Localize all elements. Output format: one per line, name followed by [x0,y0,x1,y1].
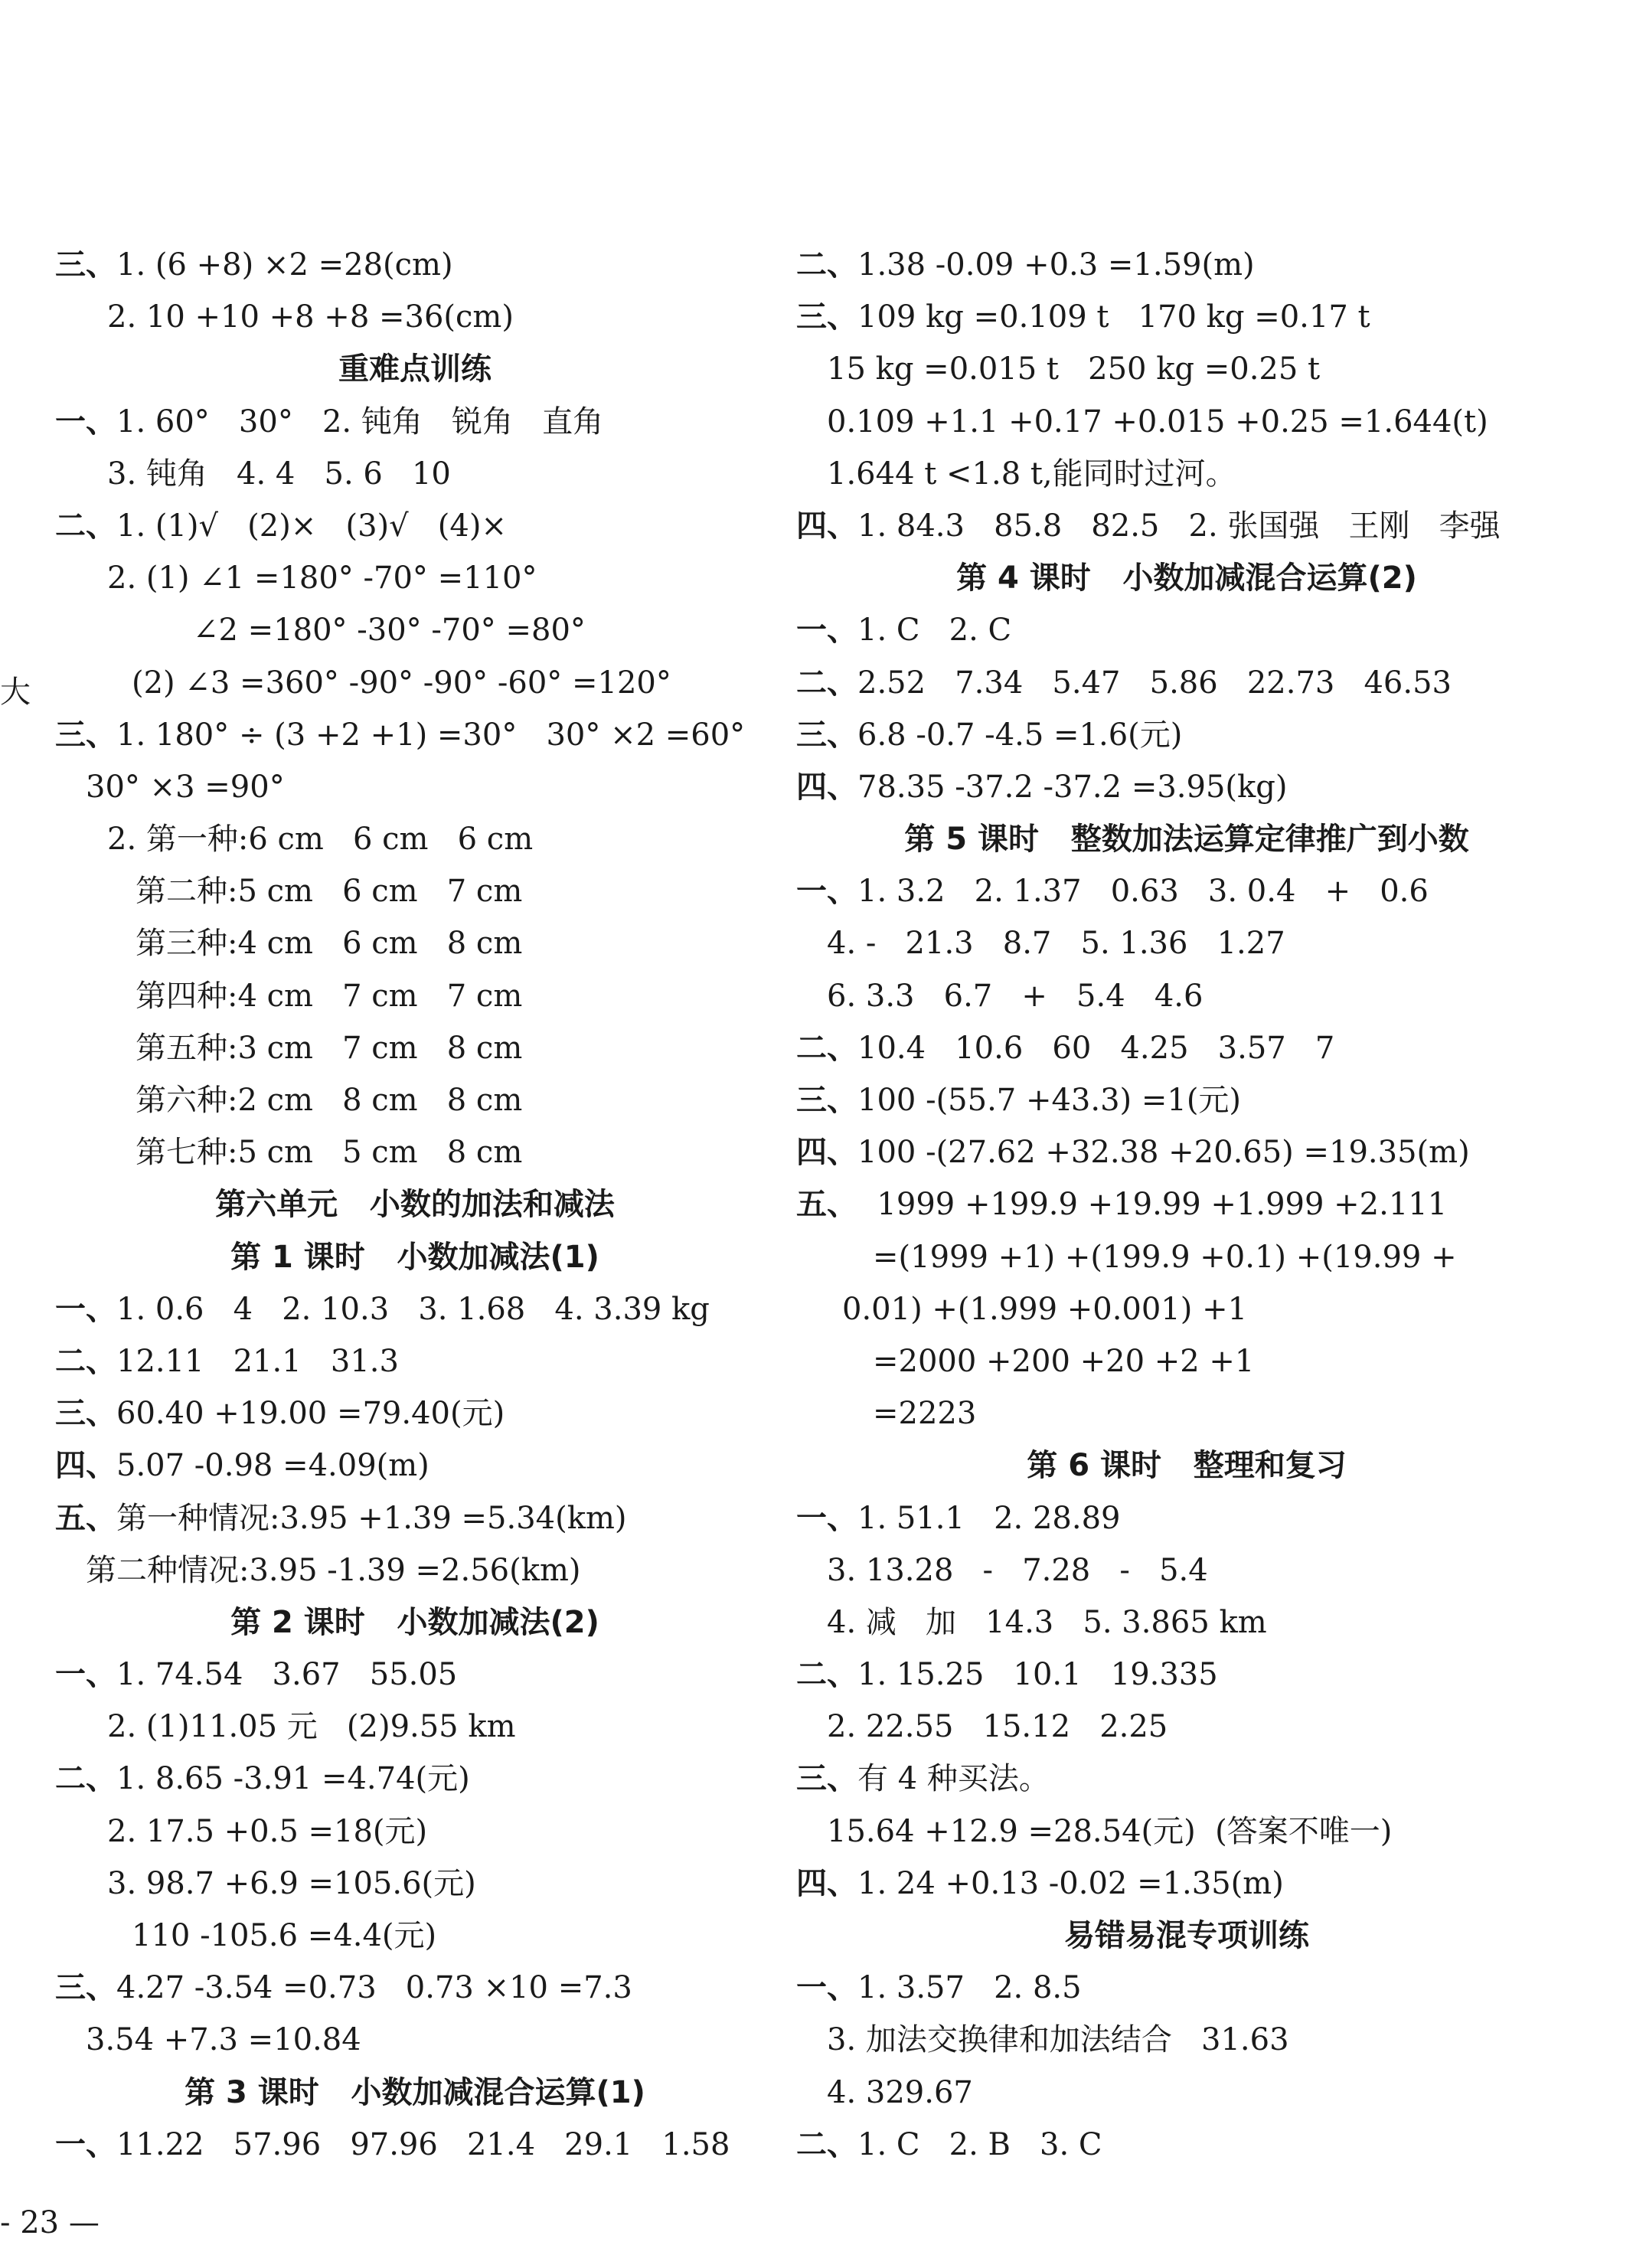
answer-text: 3. 98.7 +6.9 =105.6(元) [107,1865,476,1901]
answer-text: 第二种:5 cm 6 cm 7 cm [136,874,523,910]
left-answer-line [55,1649,775,1701]
answer-text: 1. 180° ÷ (3 +2 +1) =30° 30° ×2 =60° [116,717,746,753]
question-section-marker: 一、 [55,404,116,440]
question-section-marker: 三、 [796,1761,857,1797]
right-answer-line [796,1178,1577,1230]
answer-text: 4. - 21.3 8.7 5. 1.36 1.27 [827,926,1285,962]
margin-fragment: 大 [0,675,31,710]
answer-text: 3. 13.28 - 7.28 - 5.4 [827,1552,1208,1588]
question-section-marker: 四、 [796,1135,857,1171]
answer-text: 1. 60° 30° 2. 钝角 锐角 直角 [116,404,604,440]
right-answer-line [796,865,1577,917]
right-answer-column [796,239,1577,2171]
answer-text: 6. 3.3 6.7 + 5.4 4.6 [827,978,1204,1014]
right-answer-line [796,396,1577,448]
right-answer-line [796,1753,1577,1805]
right-answer-line [796,1544,1577,1596]
left-answer-line [55,1492,775,1544]
answer-text: =2223 [873,1396,977,1432]
answer-text: 3.54 +7.3 =10.84 [86,2022,361,2058]
left-answer-line [55,657,775,709]
answer-text: 3. 加法交换律和加法结合 31.63 [827,2022,1289,2058]
question-section-marker: 三、 [796,717,857,753]
right-answer-line [796,1806,1577,1858]
answer-text: 1. 51.1 2. 28.89 [857,1500,1121,1536]
left-answer-line [55,1283,775,1335]
question-section-marker: 二、 [796,247,857,283]
question-section-marker: 一、 [55,1291,116,1327]
right-answer-line [796,291,1577,343]
right-answer-line [796,1701,1577,1753]
answer-text: 1. 84.3 85.8 82.5 2. 张国强 王刚 李强 [857,508,1501,544]
right-answer-line [796,1283,1577,1335]
left-answer-line [55,1022,775,1074]
left-answer-line [55,1806,775,1858]
answer-text: 1. 74.54 3.67 55.05 [116,1657,458,1693]
answer-text: 第四种:4 cm 7 cm 7 cm [136,978,523,1014]
right-section-heading: 易错易混专项训练 [1064,1918,1309,1953]
left-answer-line [55,604,775,656]
right-answer-line [796,1335,1577,1387]
left-answer-line [55,239,775,291]
answer-text: 100 -(55.7 +43.3) =1(元) [857,1083,1242,1118]
left-answer-line [55,1335,775,1387]
right-section-heading: 第 5 课时 整数加法运算定律推广到小数 [904,822,1469,858]
left-answer-line [55,917,775,969]
answer-text: 0.109 +1.1 +0.17 +0.015 +0.25 =1.644(t) [827,404,1488,440]
left-section-heading: 重难点训练 [338,351,492,387]
right-answer-line [796,1231,1577,1283]
question-section-marker: 四、 [796,1865,857,1901]
right-answer-line [796,239,1577,291]
left-section-heading: 第 1 课时 小数加减法(1) [230,1239,599,1275]
question-section-marker: 五、 [796,1187,857,1223]
answer-text: 6.8 -0.7 -4.5 =1.6(元) [857,717,1183,753]
answer-text: 4. 减 加 14.3 5. 3.865 km [827,1604,1267,1640]
answer-text: ∠2 =180° -30° -70° =80° [193,613,586,649]
question-section-marker: 三、 [55,247,116,283]
left-answer-column [55,239,775,2171]
right-answer-line [796,2067,1577,2119]
answer-text: 109 kg =0.109 t 170 kg =0.17 t [857,299,1370,335]
right-answer-line [796,761,1577,813]
answer-text: 2. 17.5 +0.5 =18(元) [107,1813,428,1849]
left-answer-line [55,2119,775,2171]
answer-text: 2. 10 +10 +8 +8 =36(cm) [107,299,514,335]
right-answer-line [796,1858,1577,1910]
answer-text: 2. 22.55 15.12 2.25 [827,1709,1168,1745]
left-answer-line [55,1126,775,1178]
question-section-marker: 一、 [796,1500,857,1536]
question-section-marker: 三、 [796,1083,857,1118]
question-section-marker: 一、 [796,874,857,910]
answer-text: 110 -105.6 =4.4(元) [132,1918,437,1953]
left-answer-line [55,1753,775,1805]
left-answer-line [55,1387,775,1440]
answer-text: 15.64 +12.9 =28.54(元) (答案不唯一) [827,1813,1393,1849]
answer-text: 第一种情况:3.95 +1.39 =5.34(km) [116,1500,627,1536]
answer-text: 2. (1) ∠1 =180° -70° =110° [107,560,537,596]
right-answer-line [796,2119,1577,2171]
left-answer-line [55,448,775,500]
question-section-marker: 二、 [796,665,857,701]
left-answer-line [55,500,775,552]
answer-text: =2000 +200 +20 +2 +1 [873,1343,1255,1379]
right-answer-line [796,2014,1577,2066]
answer-text: =(1999 +1) +(199.9 +0.1) +(19.99 + [873,1239,1457,1275]
right-answer-line [796,709,1577,761]
left-answer-line [55,1074,775,1126]
answer-text: 78.35 -37.2 -37.2 =3.95(kg) [857,769,1288,805]
answer-text: 1. C 2. B 3. C [857,2126,1102,2162]
left-answer-line [55,761,775,813]
question-section-marker: 二、 [796,1030,857,1066]
answer-text: 11.22 57.96 97.96 21.4 29.1 1.58 [116,2126,730,2162]
right-answer-line [796,448,1577,500]
right-answer-line [796,1596,1577,1649]
question-section-marker: 二、 [55,508,116,544]
answer-text: 1. C 2. C [857,613,1012,649]
answer-text: 1. 15.25 10.1 19.335 [857,1657,1218,1693]
right-answer-line [796,343,1577,395]
left-answer-line [55,291,775,343]
question-section-marker: 一、 [55,2126,116,2162]
right-answer-line [796,1022,1577,1074]
right-section-heading: 第 4 课时 小数加减混合运算(2) [956,560,1417,596]
answer-text: 15 kg =0.015 t 250 kg =0.25 t [827,351,1321,387]
right-answer-line [796,1074,1577,1126]
answer-text: 第五种:3 cm 7 cm 8 cm [136,1030,523,1066]
right-answer-line [796,970,1577,1022]
question-section-marker: 四、 [796,508,857,544]
question-section-marker: 二、 [796,2126,857,2162]
left-answer-line [55,1440,775,1492]
answer-text: 0.01) +(1.999 +0.001) +1 [842,1291,1248,1327]
answer-text: 1. 24 +0.13 -0.02 =1.35(m) [857,1865,1284,1901]
answer-text: 1. 0.6 4 2. 10.3 3. 1.68 4. 3.39 kg [116,1291,710,1327]
answer-text: 5.07 -0.98 =4.09(m) [116,1448,429,1484]
left-answer-line [55,865,775,917]
answer-text: 2. 第一种:6 cm 6 cm 6 cm [107,822,534,858]
left-answer-line [55,1701,775,1753]
left-answer-line [55,1544,775,1596]
right-answer-line [796,500,1577,552]
left-answer-line [55,1962,775,2014]
question-section-marker: 一、 [796,613,857,649]
left-answer-line [55,970,775,1022]
answer-text: 10.4 10.6 60 4.25 3.57 7 [857,1030,1335,1066]
left-answer-line [55,1910,775,1962]
answer-text: 1999 +199.9 +19.99 +1.999 +2.111 [857,1187,1448,1223]
question-section-marker: 二、 [796,1657,857,1693]
answer-text: 2. (1)11.05 元 (2)9.55 km [107,1709,516,1745]
answer-text: 有 4 种买法。 [857,1761,1050,1797]
answer-text: 100 -(27.62 +32.38 +20.65) =19.35(m) [857,1135,1470,1171]
question-section-marker: 四、 [55,1448,116,1484]
left-section-heading: 第 2 课时 小数加减法(2) [230,1604,599,1640]
right-answer-line [796,1126,1577,1178]
question-section-marker: 一、 [796,1970,857,2006]
left-answer-line [55,813,775,865]
answer-text: 第六种:2 cm 8 cm 8 cm [136,1083,523,1118]
answer-text: 1. (1)√ (2)× (3)√ (4)× [116,508,507,544]
question-section-marker: 二、 [55,1343,116,1379]
answer-text: 1. 3.57 2. 8.5 [857,1970,1082,2006]
right-answer-line [796,1387,1577,1440]
right-answer-line [796,1649,1577,1701]
right-answer-line [796,657,1577,709]
question-section-marker: 一、 [55,1657,116,1693]
right-answer-line [796,1962,1577,2014]
left-section-heading: 第 3 课时 小数加减混合运算(1) [185,2074,645,2110]
answer-text: 3. 钝角 4. 4 5. 6 10 [107,456,451,492]
answer-text: 30° ×3 =90° [86,769,285,805]
right-answer-line [796,1492,1577,1544]
answer-text: (2) ∠3 =360° -90° -90° -60° =120° [132,665,671,701]
left-section-heading: 第六单元 小数的加法和减法 [215,1187,615,1223]
question-section-marker: 三、 [55,1396,116,1432]
answer-text: 第二种情况:3.95 -1.39 =2.56(km) [86,1552,581,1588]
right-answer-line [796,604,1577,656]
question-section-marker: 三、 [796,299,857,335]
question-section-marker: 三、 [55,1970,116,2006]
answer-text: 1. 8.65 -3.91 =4.74(元) [116,1761,470,1797]
answer-text: 1. 3.2 2. 1.37 0.63 3. 0.4 + 0.6 [857,874,1429,910]
answer-text: 第三种:4 cm 6 cm 8 cm [136,926,523,962]
page-number: - 23 — [0,2205,100,2240]
question-section-marker: 五、 [55,1500,116,1536]
left-answer-line [55,2014,775,2066]
answer-text: 1.38 -0.09 +0.3 =1.59(m) [857,247,1255,283]
answer-text: 12.11 21.1 31.3 [116,1343,399,1379]
left-answer-line [55,552,775,604]
answer-text: 2.52 7.34 5.47 5.86 22.73 46.53 [857,665,1452,701]
answer-text: 1. (6 +8) ×2 =28(cm) [116,247,453,283]
answer-text: 4. 329.67 [827,2074,973,2110]
answer-text: 4.27 -3.54 =0.73 0.73 ×10 =7.3 [116,1970,632,2006]
left-answer-line [55,709,775,761]
question-section-marker: 四、 [796,769,857,805]
question-section-marker: 二、 [55,1761,116,1797]
question-section-marker: 三、 [55,717,116,753]
right-answer-line [796,917,1577,969]
left-answer-line [55,1858,775,1910]
right-section-heading: 第 6 课时 整理和复习 [1027,1448,1347,1484]
answer-text: 1.644 t <1.8 t,能同时过河。 [827,456,1236,492]
answer-text: 第七种:5 cm 5 cm 8 cm [136,1135,523,1171]
left-answer-line [55,396,775,448]
answer-text: 60.40 +19.00 =79.40(元) [116,1396,505,1432]
